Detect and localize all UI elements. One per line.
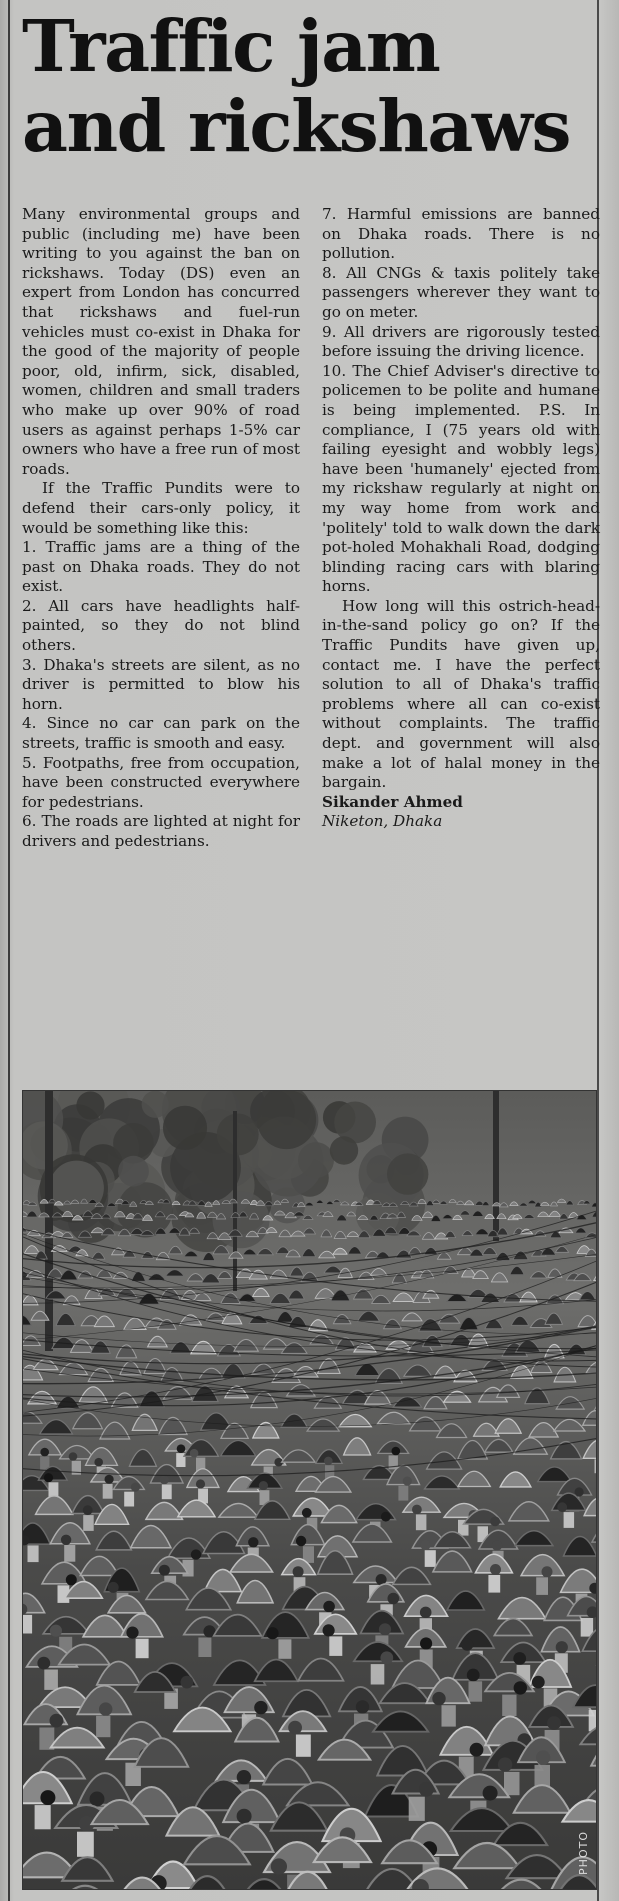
person-body bbox=[502, 1695, 516, 1716]
person-body bbox=[49, 1482, 59, 1497]
person-head bbox=[191, 1549, 201, 1559]
letter-column-left bbox=[22, 205, 300, 1083]
person-head bbox=[557, 1502, 567, 1512]
person-head bbox=[547, 1716, 561, 1730]
person-head bbox=[323, 1601, 335, 1613]
list-item-9: 9. All drivers are rigorously tested before issuing the driving licence. bbox=[322, 322, 600, 361]
person-body bbox=[28, 1545, 39, 1562]
person-head bbox=[44, 1473, 53, 1482]
person-head bbox=[159, 1565, 170, 1576]
person-head bbox=[126, 1627, 138, 1639]
person-head bbox=[498, 1757, 512, 1771]
tree-foliage bbox=[118, 1156, 149, 1187]
person-head bbox=[356, 1700, 369, 1713]
person-head bbox=[419, 1782, 434, 1797]
person-head bbox=[237, 1809, 252, 1824]
list-item-10: 10. The Chief Adviser's directive to policemen to be polite and humane is being implemented. P.S. In compliance, I (75 years old with failing eyesight and wobbly legs) have been 'humanely' ejected from my rickshaw regularly at night on my way home from work and 'politely' told to walk down the dark pot-holed Mohakhali Road, dodging blinding racing cars with blaring horns. bbox=[322, 361, 600, 596]
tree-foliage bbox=[387, 1153, 428, 1194]
person-head bbox=[490, 1517, 500, 1527]
tree-foliage bbox=[257, 1091, 316, 1149]
person-head bbox=[50, 1714, 64, 1728]
person-head bbox=[420, 1607, 432, 1619]
tree-foliage bbox=[330, 1136, 358, 1164]
person-body bbox=[442, 1705, 456, 1726]
person-body bbox=[536, 1577, 548, 1595]
person-head bbox=[412, 1505, 422, 1515]
tree-foliage bbox=[217, 1114, 259, 1156]
person-head bbox=[461, 1639, 473, 1651]
person-body bbox=[83, 1515, 94, 1531]
person-body bbox=[198, 1638, 211, 1658]
person-head bbox=[575, 1487, 584, 1496]
person-body bbox=[416, 1514, 427, 1530]
person-head bbox=[324, 1457, 333, 1466]
rickshaw-traffic-jam-photo bbox=[22, 1090, 597, 1890]
person-head bbox=[105, 1475, 114, 1484]
list-item-5: 5. Footpaths, free from occupation, have been constructed everywhere for pedestrians. bbox=[22, 753, 300, 811]
person-head bbox=[190, 1449, 199, 1458]
person-head bbox=[513, 1652, 526, 1665]
tree-foliage bbox=[163, 1106, 207, 1150]
person-head bbox=[259, 1481, 268, 1490]
person-head bbox=[254, 1701, 267, 1714]
list-item-8: 8. All CNGs & taxis politely take passengers wherever they want to go on meter. bbox=[322, 263, 600, 321]
photo-illustration bbox=[23, 1091, 596, 1889]
person-head bbox=[37, 1657, 50, 1670]
person-head bbox=[514, 1681, 527, 1694]
list-item-3: 3. Dhaka's streets are silent, as no driver is permitted to blow his horn. bbox=[22, 655, 300, 713]
person-head bbox=[532, 1676, 545, 1689]
person-body bbox=[595, 1459, 597, 1473]
person-head bbox=[271, 1858, 287, 1874]
person-head bbox=[40, 1448, 49, 1457]
person-body bbox=[398, 1486, 408, 1501]
person-head bbox=[99, 1702, 112, 1715]
person-body bbox=[425, 1550, 436, 1567]
person-head bbox=[61, 1535, 71, 1545]
list-item-7: 7. Harmful emissions are banned on Dhaka roads. There is no pollution. bbox=[322, 205, 600, 263]
headline: Traffic jam and rickshaws bbox=[22, 4, 570, 168]
person-head bbox=[492, 1540, 502, 1550]
person-body bbox=[23, 1615, 32, 1634]
person-body bbox=[329, 1636, 342, 1656]
person-head bbox=[432, 1692, 445, 1705]
person-head bbox=[160, 1475, 169, 1484]
signature-name: Sikander Ahmed bbox=[322, 792, 463, 811]
paragraph-pundits: If the Traffic Pundits were to defend their cars-only policy, it would be something like this: bbox=[22, 479, 300, 537]
person-body bbox=[96, 1716, 110, 1737]
person-head bbox=[392, 1447, 401, 1456]
person-head bbox=[296, 1536, 306, 1546]
person-body bbox=[136, 1639, 149, 1659]
person-head bbox=[108, 1582, 119, 1593]
person-head bbox=[467, 1669, 480, 1682]
paragraph-closing: How long will this ostrich-head-in-the-sand policy go on? If the Traffic Pundits have given up, contact me. I have the perfect solution to all of Dhaka's traffic problems where all can co-exist without complaints. The traffic dept. and government will also make a lot of halal money in the bargain. bbox=[322, 596, 600, 792]
person-head bbox=[470, 1743, 484, 1757]
person-head bbox=[536, 1750, 550, 1764]
person-body bbox=[278, 1639, 291, 1659]
letter-body bbox=[22, 205, 600, 1083]
person-body bbox=[564, 1512, 575, 1528]
person-body bbox=[469, 1681, 483, 1701]
person-body bbox=[64, 1545, 75, 1562]
tree-foliage bbox=[49, 1161, 104, 1216]
person-body bbox=[77, 1832, 94, 1857]
person-head bbox=[420, 1637, 432, 1649]
person-head bbox=[181, 1676, 194, 1689]
person-head bbox=[131, 1483, 140, 1492]
person-body bbox=[409, 1797, 425, 1821]
person-body bbox=[124, 1492, 134, 1507]
person-head bbox=[403, 1477, 412, 1486]
person-head bbox=[196, 1479, 205, 1488]
person-head bbox=[380, 1651, 393, 1664]
person-head bbox=[248, 1537, 258, 1547]
person-head bbox=[323, 1624, 335, 1636]
photo-credit: PHOTO bbox=[577, 1831, 590, 1875]
person-head bbox=[490, 1564, 501, 1575]
left-column-rule bbox=[8, 0, 10, 1901]
person-head bbox=[94, 1458, 103, 1467]
person-head bbox=[302, 1508, 312, 1518]
person-head bbox=[388, 1593, 400, 1605]
list-item-2: 2. All cars have headlights half-painted, so they do not blind others. bbox=[22, 596, 300, 655]
person-head bbox=[420, 1540, 430, 1550]
paragraph-intro: Many environmental groups and public (including me) have been writing to you against the ban on rickshaws. Today (DS) even an expert from London has concurred that rickshaws and fuel-run vehicles must co-exist in Dhaka for the good of the majority of people poor, old, infirm, sick, disabled, women, children and small traders who make up over 90% of road users as against perhaps 1-5% car owners who have a free run of most roads. bbox=[22, 205, 300, 478]
person-head bbox=[90, 1792, 105, 1807]
person-body bbox=[35, 1805, 51, 1829]
tree-foliage bbox=[76, 1091, 104, 1119]
person-body bbox=[296, 1735, 311, 1757]
person-body bbox=[44, 1670, 58, 1690]
person-body bbox=[488, 1575, 500, 1593]
person-head bbox=[483, 1786, 498, 1801]
tree-foliage bbox=[142, 1091, 169, 1118]
person-body bbox=[371, 1664, 385, 1684]
letter-column-right bbox=[322, 205, 600, 1083]
person-head bbox=[266, 1627, 278, 1639]
list-item-1: 1. Traffic jams are a thing of the past on Dhaka roads. They do not exist. bbox=[22, 538, 300, 596]
person-head bbox=[177, 1444, 186, 1453]
person-head bbox=[50, 1625, 62, 1637]
person-head bbox=[293, 1566, 304, 1577]
person-body bbox=[581, 1618, 593, 1637]
list-item-4: 4. Since no car can park on the streets, traffic is smooth and easy. bbox=[22, 714, 300, 753]
person-head bbox=[381, 1512, 391, 1522]
tree-foliage bbox=[298, 1142, 334, 1178]
utility-pole bbox=[45, 1091, 53, 1351]
person-head bbox=[83, 1505, 93, 1515]
signature-place: Niketon, Dhaka bbox=[322, 812, 443, 831]
person-head bbox=[288, 1721, 302, 1735]
person-head bbox=[66, 1574, 77, 1585]
person-head bbox=[237, 1770, 251, 1784]
person-head bbox=[40, 1790, 55, 1805]
person-head bbox=[379, 1623, 391, 1635]
person-body bbox=[103, 1484, 113, 1499]
person-head bbox=[69, 1452, 78, 1461]
person-body bbox=[162, 1484, 172, 1499]
list-item-6: 6. The roads are lighted at night for drivers and pedestrians. bbox=[22, 812, 300, 850]
person-head bbox=[542, 1566, 553, 1577]
person-head bbox=[556, 1641, 568, 1653]
